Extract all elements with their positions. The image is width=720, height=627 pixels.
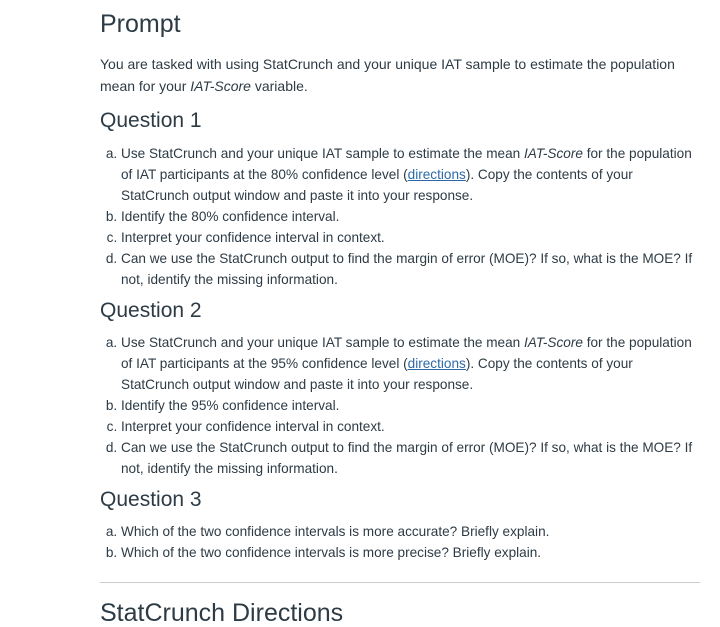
- question-1-item-d: d. Can we use the StatCrunch output to find the margin of error (MOE)? If so, what is the MOE? If not, identify the missing information.: [121, 248, 703, 290]
- question-2-item-a: a. Use StatCrunch and your unique IAT sample to estimate the mean IAT-Score for the population of IAT participants at the 95% confidence level (directions). Copy the contents of your StatCrunch output window and paste it into your response.: [121, 332, 703, 395]
- prompt-heading: Prompt: [100, 10, 181, 38]
- question-2-item-c: c. Interpret your confidence interval in context.: [121, 416, 703, 437]
- question-3-list: [100, 521, 703, 563]
- prompt-intro: You are tasked with using StatCrunch and your unique IAT sample to estimate the population mean for your IAT-Score variable.: [100, 56, 675, 94]
- question-3-item-a: a. Which of the two confidence intervals is more accurate? Briefly explain.: [121, 521, 703, 542]
- question-1-list: [100, 143, 703, 290]
- section-divider: [100, 582, 700, 583]
- question-1-item-b: b. Identify the 80% confidence interval.: [121, 206, 703, 227]
- directions-link[interactable]: directions: [407, 356, 466, 371]
- question-3-item-b: b. Which of the two confidence intervals is more precise? Briefly explain.: [121, 542, 703, 563]
- directions-link[interactable]: directions: [407, 167, 466, 182]
- question-1-heading: Question 1: [100, 109, 202, 132]
- question-2-list: [100, 332, 703, 479]
- statcrunch-directions-heading: StatCrunch Directions: [100, 599, 344, 627]
- question-1-item-c: c. Interpret your confidence interval in context.: [121, 227, 703, 248]
- question-2-heading: Question 2: [100, 299, 202, 322]
- question-2-item-d: d. Can we use the StatCrunch output to find the margin of error (MOE)? If so, what is the MOE? If not, identify the missing information.: [121, 437, 703, 479]
- question-2-item-b: b. Identify the 95% confidence interval.: [121, 395, 703, 416]
- question-3-heading: Question 3: [100, 488, 202, 511]
- iat-score-variable: IAT-Score: [190, 78, 251, 94]
- question-1-item-a: a. Use StatCrunch and your unique IAT sample to estimate the mean IAT-Score for the population of IAT participants at the 80% confidence level (directions). Copy the contents of your StatCrunch output window and paste it into your response.: [121, 143, 703, 206]
